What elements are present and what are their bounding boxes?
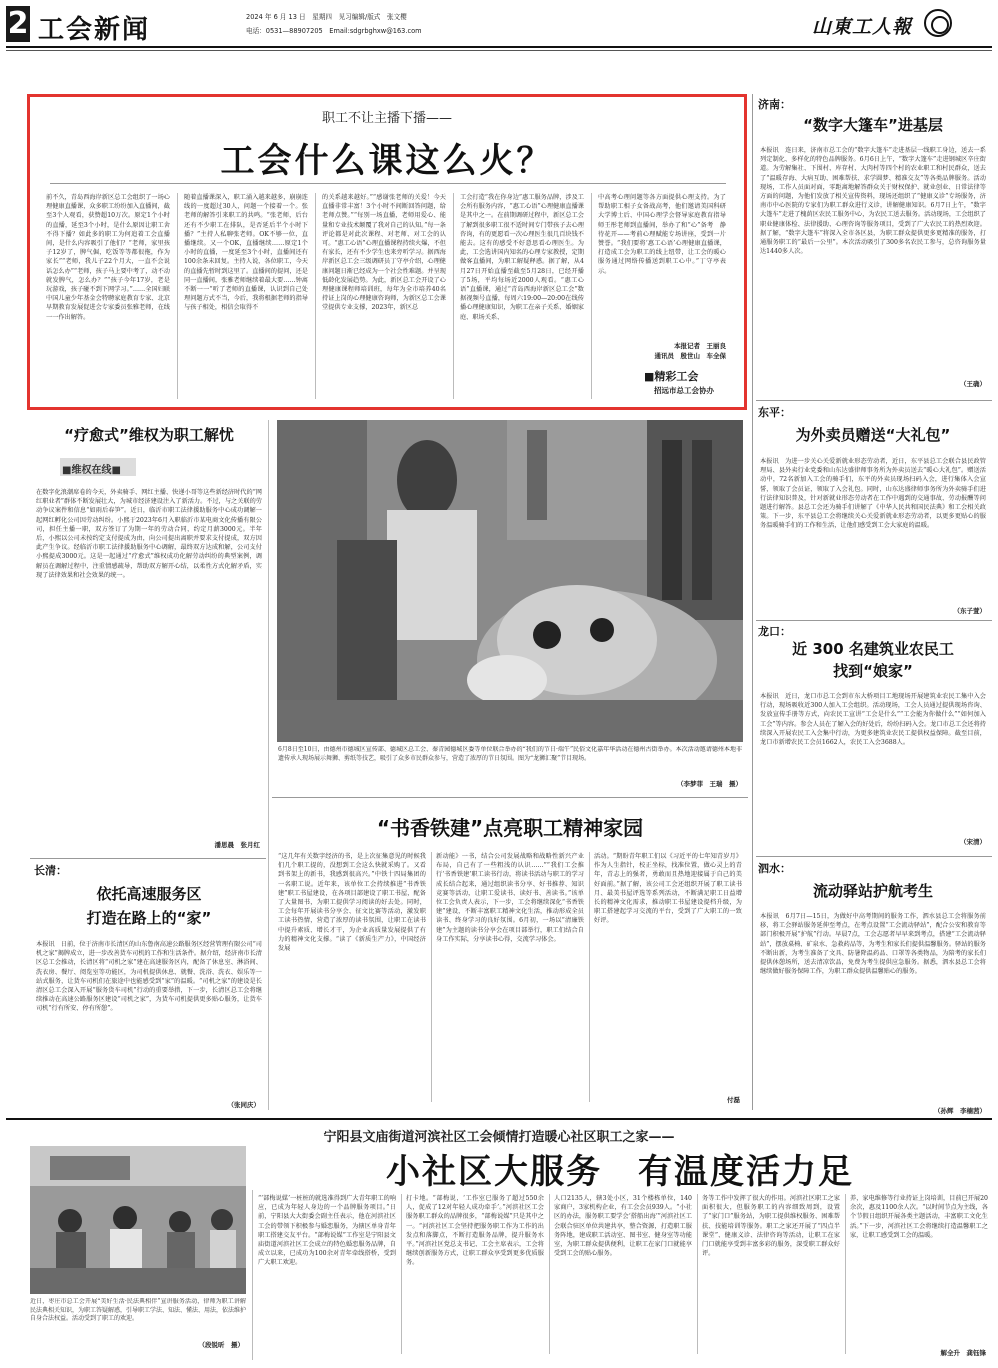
feature-headline: 工会什么课这么火？ — [220, 141, 554, 181]
feature-col-4: 工会打造“我在你身边”惠工服务品牌，涉及工会所有服务内容，“惠工心语”心理健康直播课是其中之一。在前期调研过程中，新区总工会了解到很多职工很不适时间专门带孩子去心理咨询，有的更愿看一次心理医生很几百块钱不能去。这有的感受不好意思看心理医生。为此，工会选讲国内知名的心理专家教授，定期做客直播间，为职工解疑释惑。据了解，从4月27日开始直播至截至5月28日，已经开播了5场，平均每场近2000人观看。“惠工心语”直播课，通过“青岛西海岸新区总工会”数据视频号直播，每周六19:00—20:00在线传播心理健康知识，为职工在亲子关系、婚姻家庭、职场关系、 — [460, 194, 584, 321]
feature-credits — [634, 341, 726, 361]
lion-dance-caption: 6月8日至10日，由德州市德城区宣传部、德城区总工会、秦青园德城区委等单位联合举办的“我们的节日·端午”民俗文化嘉年华活动在德州古街举办。本次活动邀请德州本地非遗传承人现场展示舞狮、剪纸等技艺，吸引了众多市民群众参与，营造了浓厚的节日氛围。图为“龙狮汇聚”节目现场。 — [278, 746, 742, 762]
feature-col-2: 随着直播课深入，职工涌入越来越多，崩崩连线的一度超过30人，问题一个接着一个。张老师的解答引来职工的共鸣。“张老师，后台还有不少职工在排队，是否延后半个小时下播？”主持人私聊张老师。OK不够一位，直播继续。又一个OK，直播继续……原定1个小时的直播，一度延至3个小时，直播间还有100余条未回复。主持人说，各位职工，今天的直播先暂时到这里了。直播间的提问，还是同一直播间，张雅老师继续着最大要……钟离不断一一“听了老师的直播课，认识到自己处理问题方式不当，今后，我将根据老师的指导与孩子相处，相信会取得不 — [184, 194, 308, 312]
longkou-location: 龙口： — [758, 625, 791, 638]
ningyang-col-5: 养，家电维修等行业持证上岗培训，目前已开展20余次，惠及1100余人次。“以时间节点为主线，各个节假日组织开展各类主题活动，丰富职工文化生活。”下一步，河滨社区工会将继续打造温馨职工之家，让职工感受到工会的温暖。 — [850, 1195, 988, 1239]
ningyang-headline: 小社区大服务 有温度活力足 — [386, 1152, 854, 1192]
sishui-byline: （孙辉 李楠茜） — [934, 1107, 986, 1115]
header-rule-thin — [6, 50, 992, 51]
law-lecture-photo-credit: （段锐昕 摄） — [198, 1341, 244, 1349]
page-number: 2 — [7, 6, 29, 41]
shuxiang-headline: “书香铁建”点亮职工精神家园 — [376, 816, 644, 840]
changqing-byline: （张同庆） — [227, 1101, 260, 1109]
feature-kicker: 职工不让主播下播—— — [321, 111, 452, 126]
longkou-headline-line-1: 近 300 名建筑业农民工 — [792, 640, 954, 658]
liaoyushi-body: 在数字化浪潮席卷的今天，外卖骑手、网红主播、快递小哥等这些新经济时代的“网红职业者”群体不断发展壮大，为城市经济建设注入了新活力。不过，与之关联的劳动争议案件和信息“如雨后春笋”。近日，临沂市职工法律援助服务中心成功调解一起网红孵化公司因劳动纠纷。小熙于2023年6月入职临沂市某电商文化传播有限公司，担任主播一职，双方签订了为期一年的劳动合同，约定月薪3000元。半年后，小熙以公司未按约定支付提成为由，向公司提出离职并要求支付提成，双方因此产生争议。经临沂市职工法律援助服务中心调解，最终双方达成和解，公司支付小熙提成3000元。这是一起通过“疗愈式”维权成功化解劳动纠纷的典型案例，调解员在调解过程中，注重情感疏导，帮助双方解开心结，以柔性方式化解矛盾，实现了法律效果和社会效果的统一。 — [36, 489, 262, 579]
header-rule — [6, 46, 992, 48]
feature-brand-sub: 招远市总工会协办 — [654, 386, 714, 395]
ningyang-kicker: 宁阳县文庙街道河滨社区工会倾情打造暖心社区职工之家—— — [323, 1130, 675, 1145]
union-emblem-icon — [924, 9, 952, 37]
sishui-headline: 流动驿站护航考生 — [812, 882, 933, 900]
ningyang-col-3: 人口2135人，辖3处小区，31个楼栋单位，140家商户，3家机构企业，有工会会员939人。“小社区的办法，服务职工要学会‘搭船出海’”河滨社区工会联合驻区单位共建共享，整合资源，打造职工服务阵地，建成职工活动室、图书室、健身室等功能室，为职工群众提供便利，让职工在家门口就能享受到工会的贴心服务。 — [554, 1195, 692, 1258]
changqing-body: 本报讯 日前，位于济南市长清区的山东鲁南高速公路服务区经营管理有限公司“司机之家”揭牌成立，进一步改善货车司机的工作和生活条件。据介绍，经济南市长清区总工会推动，长清区将“司机之家”建在高速服务区内，配备了休息室、淋浴间、洗衣房、餐厅、阅览室等功能区，为司机提供休息、就餐、洗浴、洗衣、娱乐等一站式服务，让货车司机们在旅途中也能感受到“家”的温暖。“司机之家”的建设是长清区总工会深入开展“服务货车司机”行动的重要举措，下一步，长清区总工会将继续推动在高速公路服务区建设“司机之家”，为货车司机提供更多贴心服务，让货车司机“行有所安、停有所憩”。 — [36, 941, 262, 1013]
ningyang-col-2: 打卡地。“部梅说，‘工作室已服务了超过550余人，促成了12对年轻人成功牵手’。”河滨社区工会服务职工群众的品牌很多，“部梅说媒”只是其中之一。“河滨社区工会坚持把服务职工作为工作的出发点和落脚点，不断打造服务品牌，提升服务水平。”河滨社区党总支书记、工会主席表示，工会将继续创新服务方式，让职工群众享受到更多优质服务。 — [406, 1195, 544, 1267]
longkou-headline-line-2: 找到“娘家” — [833, 662, 913, 680]
dongping-byline: （东子萱） — [953, 607, 986, 615]
feature-credit-correspondent: 通讯员 殷世山 车全保 — [654, 352, 726, 360]
lion-dance-illustration — [277, 420, 743, 742]
changqing-headline — [36, 882, 262, 930]
sishui-location: 泗水： — [758, 862, 791, 875]
lion-dance-photo-credit: （李梦菲 王瑞 摄） — [677, 780, 742, 788]
section-title: 工会新闻 — [38, 15, 151, 45]
feature-col-3: 的关系越来越好。”“感谢张老师的关爱！今天直播非常丰富！3个小时不间断回答问题，给老师点赞。”“每别一场直播，老师用爱心、能量和专业技术颠覆了我对自己的认知。”每一条评论都是对此次课程、对老师、对工会的认可。“惠工心语”心理直播课程持续火爆，不但有家长，还有不少学生也来旁听学习。据西海岸新区总工会三级调研员丁守亭介绍，心理健康问题日渐已经成为一个社会性难题。并呈现低龄化发展趋势。为此，新区总工会开设了心理健康课程师培训班，每年为全市培养40名持证上岗的心理健康咨询师，为新区总工会课堂提供专业支撑，2023年，新区总 — [322, 194, 446, 312]
liaoyushi-column-tag: ■维权在线■ — [62, 465, 121, 476]
longkou-headline — [758, 638, 988, 682]
changqing-headline-line-1: 依托高速服务区 — [96, 885, 202, 903]
contact-line: 电话：0531—88907205 Email:sdgrbghxw@163.com — [246, 27, 422, 35]
feature-col-1: 前不久，青岛西海岸新区总工会组织了一场心理健康直播课，众多职工纷纷加入直播间，截至3个人观看，获赞超10万次。原定1个小时的直播，延至3个小时，是什么原因让职工舍不得下播？如此多的职工为何追着工会直播间，是什么内容吸引了他们？“老师，家里孩子12岁了，脾气倔，吃饭等等都很拖，作为家长”“老师，我儿子22个月大，一直不会说话怎么办”“老师，孩子马上要中考了，动不动就发脾气，怎么办？”“孩子今年17岁，老是玩游戏，孩子碰不到下网学习。”……全国妇联中国儿童少年基金会特聘家庭教育专家、北京早期教育发展促进会专家委员张雅老师，在线一一作出解答。 — [46, 194, 170, 321]
lion-dance-photo — [277, 420, 743, 742]
jinan-byline: （王确） — [960, 380, 986, 388]
jinan-headline: “数字大篷车”进基层 — [803, 116, 943, 134]
liaoyushi-byline: 潘思晨 张月红 — [214, 841, 260, 849]
longkou-body: 本报讯 近日，龙口市总工会到市东大桥项目工地现场开展建筑业农民工集中入会行动，现场吸收近300人加入工会组织。活动现场，工会人员通过提供现场咨询、发放宣传手册等方式，向农民工宣讲“工会是什么”“工会能为你做什么”“如何加入工会”等内容。参会人员在了解入会的好处后，纷纷扫码入会。龙口市总工会还将持续深入开展农民工入会集中行动，为更多建筑业农民工提供权益保障。截至目前，龙口市新增农民工会员1662人，农民工入会3688人。 — [760, 693, 986, 747]
law-lecture-caption: 近日，枣庄市总工会开展“美好生活·民法典相伴”宣讲服务活动，律师为职工讲解民法典相关知识，为职工答疑解惑，引导职工学法、知法、懂法、用法，依法维护自身合法权益。活动受到了职工的欢迎。 — [30, 1298, 246, 1323]
law-lecture-illustration — [30, 1146, 246, 1294]
jinan-location: 济南： — [758, 98, 791, 111]
jinan-body: 本报讯 连日来，济南市总工会的“数字大篷车”走进基层一线职工身边，送去一系列定制化、多样化的特色品牌服务。6月6日上午，“数字大篷车”走进钢城区辛庄街道。为劳解集社、下围村、库存村、大肉村等四个村的农业职工和村民群众，送去了“温暖存海、大病互助、困难帮扶、求学圆梦、精准交友”等各类品牌服务。活动现场，工作人员面对面，零距离地解答群众关于财权保护、就业创业、日常法律等方面的问题，为他们发放了相关宣传资料，现场还组织了“健康义诊”专场服务，济南市中心医院的专家们为职工群众进行义诊，讲解健康知识。6月7日上午，“数字大篷车”走进了槐荫区农民工服务中心，为农民工送去服务。活动现场，工会组织了职业健康体检、法律援助、心理咨询等服务项目，受到了广大农民工的热烈欢迎。据了解，“数字大篷车”将深入全市各区县，为职工群众提供更多更精准的服务，打通服务职工的“最后一公里”。本次活动吸引了300多名农民工参与，总咨询服务量达1440多人次。 — [760, 147, 986, 256]
ningyang-byline: 解全升 龚钰锋 — [940, 1349, 986, 1357]
longkou-byline: （宋清） — [960, 838, 986, 846]
shuxiang-col-3: 活动。“期盼青年职工们以《习近平的七年知青岁月》作为人生指针，校正坐标，找准位置，做心灵上的青年，青志上的强者，勇敢而且热地迎接属于自己的美好面前。”据了解，该公司工会还组织开展了职工读书月、最美书屋评选等系列活动，不断满足职工日益增长的精神文化需求，推动职工书屋建设提档升级，为职工搭建起学习交流的平台，受到了广大职工的一致好评。 — [594, 853, 742, 925]
dongping-location: 东平： — [758, 406, 791, 419]
shuxiang-col-2: 新动能》一书，结合公司发展战略和战略性新兴产业布局，自己有了一些粗浅的认识……”“我们工会推行‘书香铁建’职工读书行动，将读书活动与职工的学习成长结合起来，通过组织读书分享、好书推荐、知识竞赛等活动，让职工爱读书、读好书、善读书。”该单位工会负责人表示，下一步，工会将继续深化“书香铁建”建设，不断丰富职工精神文化生活，推动形成全员读书、终身学习的良好氛围。6月初，一场以“清廉铁建”为主题的读书分享会在项目部举行，职工们结合自身工作实际，分享读书心得，交流学习体会。 — [436, 853, 584, 943]
liaoyushi-headline: “疗愈式”维权为职工解忧 — [64, 426, 234, 444]
changqing-location: 长清： — [34, 864, 67, 877]
ningyang-col-1: “‘部梅说媒’一桩桩的就选准得到广大青年职工的响应，已成为年轻人身边的一个品牌服务项目。”日前，宁阳县大大街委会副主任表示，他在河滨社区工会的带领下积极参与婚恋服务，为辖区单身青年职工搭建交友平台。“部梅说媒”工作室是宁阳县文庙街道河滨社区工会成立的特色婚恋服务品牌，自成立以来，已成功为100余对青年牵线搭桥，受到广大职工欢迎。 — [258, 1195, 396, 1267]
masthead-logo: 山東工人報 — [812, 16, 913, 38]
law-lecture-photo — [30, 1146, 246, 1294]
dongping-headline: 为外卖员赠送“大礼包” — [795, 426, 951, 444]
feature-col-5: 中高考心理问题等各方面提供心理支持。为了帮助职工相子女备战高考，他们邀请美国科研大学博士后、中国心理学会督导家庭教育指导师王彤老师到直播间，举办了和“心”备考 静待花开——考前心理赋能专场讲座，受到一片赞誉。“我们要将‘惠工心语’心理健康直播课，打造成工会为职工的线上纽带，让工会的暖心服务通过网络传播送到职工心中。”丁守亭表示。 — [598, 194, 726, 275]
shuxiang-byline: 付磊 — [727, 1096, 740, 1104]
feature-article-box — [27, 94, 747, 410]
dongping-body: 本报讯 为进一步关心关爱新就业形态劳动者，近日，东平县总工会联合县民政管理局、县外卖行业党委和山东达盛律师事务所为外卖员送去“暖心大礼包”。赠送活动中，72名新加入工会的骑手们，东平的外卖员现场扫码入会，进行集体入会宣誓，领取了会员证，领取了入会礼包。同时，山东达盛律师事务所为外卖骑手们进行法律知识普及，针对新就业形态劳动者在工作中遇到的交通事故、劳动报酬等问题进行解答。县总工会还为骑手们讲解了《中华人民共和国民法典》和工会相关政策。下一步，东平县总工会将继续关心关爱新就业形态劳动者，以更多更贴心的服务温暖骑手们的工作和生活，让他们感受到工会大家庭的温暖。 — [760, 458, 986, 530]
sishui-body: 本报讯 6月7日—15日，为做好中高考期间的服务工作，泗水县总工会将服务前移，将工会驿站服务延伸至考点，在考点设置“工会流动驿站”，配合公安和教育等部门积极开展“护航”行动。早晨7点，工会志愿者早早来到考点，搭建“工会流动驿站”，摆放桌椅、矿泉水、急救药品等，为考生和家长们提供温馨服务。驿站的服务不断出新，为考生准备了文具、防暑降温药品、口罩等各类物品，为陪考的家长们提供休憩场所，送去清凉饮品，免费为考生提供应急服务。据悉，泗水县总工会将继续做好服务保障工作，为职工群众提供温馨贴心的服务。 — [760, 913, 986, 976]
ningyang-col-4: 务等工作中发挥了很大的作用。河滨社区职工之家面积很大，但服务职工的内容细致周到，设置了“家门口”服务站，为职工提供维权服务、困难帮扶、技能培训等服务。职工之家还开展了“四点半课堂”、健康义诊、法律咨询等活动，让职工在家门口就能享受到丰富多彩的服务，深受职工群众好评。 — [702, 1195, 840, 1258]
shuxiang-col-1: “这几年有关数字经济的书，是上次征集意见的时候我们几个职工提的，没想到工会这么快就采购了。又看到书架上的新书，我感到很高兴。”中铁十四局集团的一名职工说。近年来，该单位工会持续推进“书香铁建”职工书屋建设，在各项目部建设了职工书屋，配备了大量图书，为职工提供学习阅读的好去处。同时，工会每年开展读书分享会、征文比赛等活动，激发职工读书热情，营造了浓厚的读书氛围，让职工在读书中提升素质、增长才干，为企业高质量发展提供了有力的精神文化支撑。“读了《新质生产力》，中国经济发展 — [278, 853, 426, 953]
feature-title-rule — [50, 183, 726, 184]
feature-credit-reporter: 本报记者 王丽良 — [674, 342, 726, 350]
changqing-headline-line-2: 打造在路上的“家” — [86, 909, 212, 927]
date-line: 2024 年 6 月 13 日 星期四 见习编辑/版式 张文樱 — [246, 13, 407, 21]
feature-brand: ■精彩工会 — [644, 370, 699, 383]
